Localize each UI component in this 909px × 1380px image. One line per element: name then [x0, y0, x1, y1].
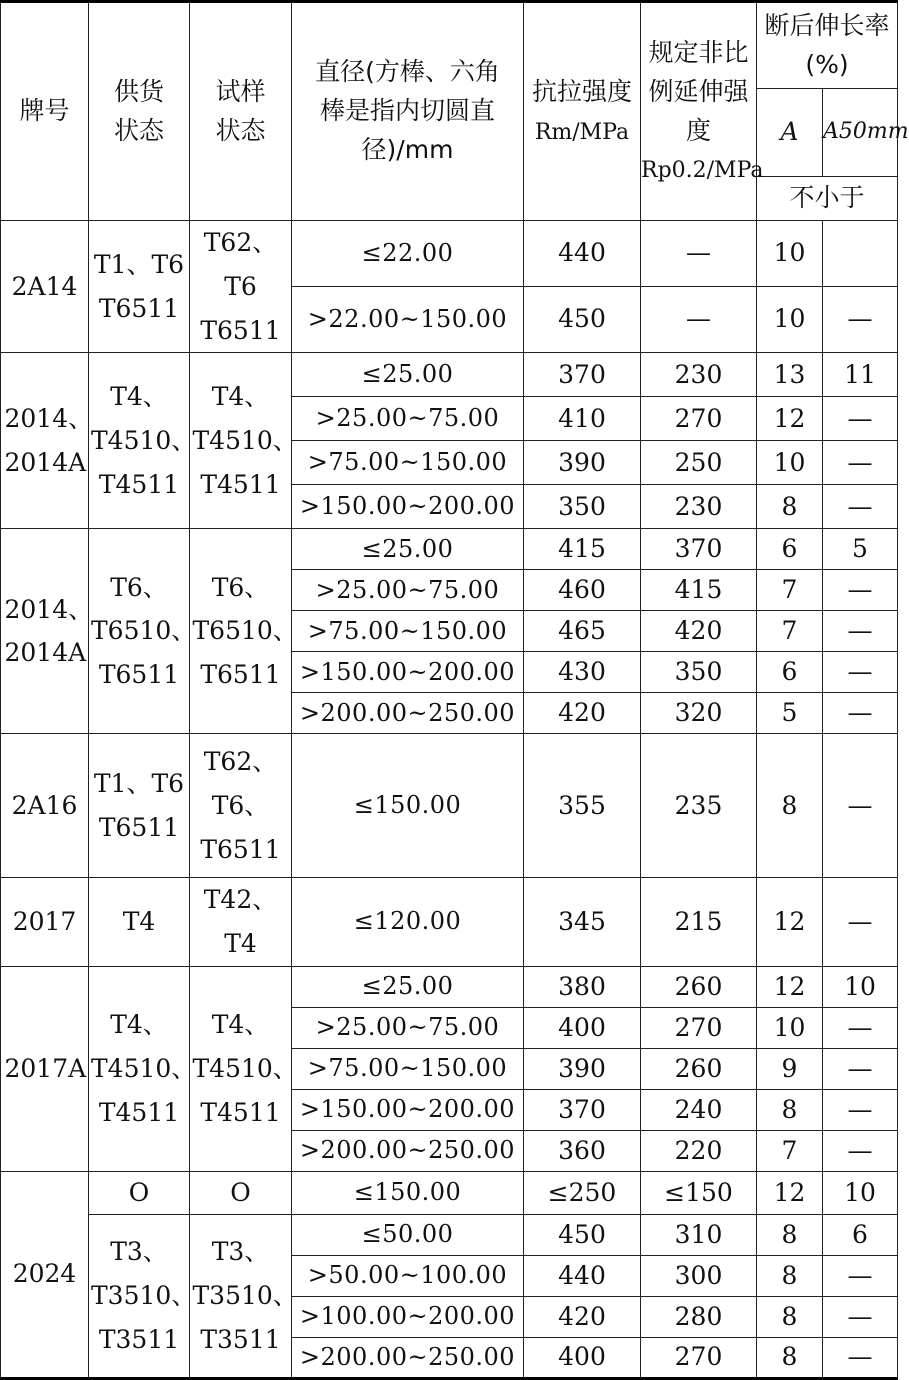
- elong-a-cell: 8: [757, 1296, 823, 1337]
- diameter-cell: ≤150.00: [292, 1171, 524, 1214]
- rp-cell: 240: [641, 1089, 757, 1130]
- header-not-less-than: 不小于: [757, 177, 898, 221]
- elong-a50-cell: [823, 221, 898, 287]
- elong-a50-cell: —: [823, 287, 898, 353]
- rm-cell: 400: [524, 1337, 641, 1378]
- elong-a-cell: 8: [757, 1089, 823, 1130]
- rp-cell: 220: [641, 1130, 757, 1171]
- header-supply-state-text: 供货状态: [113, 76, 164, 145]
- rm-cell: 460: [524, 570, 641, 611]
- rp-cell: —: [641, 287, 757, 353]
- elong-a50-cell: —: [823, 1296, 898, 1337]
- elong-a50-cell: —: [823, 1048, 898, 1089]
- diameter-cell: ≤120.00: [292, 878, 524, 967]
- sample-state-cell-text: T42、T4: [203, 885, 278, 958]
- elong-a-cell: 6: [757, 652, 823, 693]
- diameter-cell: >25.00~75.00: [292, 1007, 524, 1048]
- grade-cell-text: 2A14: [11, 271, 78, 301]
- diameter-cell: >150.00~200.00: [292, 485, 524, 529]
- sample-state-cell-text: T4、T4510、T4511: [192, 382, 298, 499]
- elong-a50-cell: —: [823, 397, 898, 441]
- elong-a-cell: 12: [757, 397, 823, 441]
- header-tensile-strength: [524, 2, 641, 221]
- elong-a50-cell: 11: [823, 353, 898, 397]
- rm-cell: 380: [524, 966, 641, 1007]
- sample-state-cell: [190, 221, 292, 353]
- elong-a-cell: 12: [757, 966, 823, 1007]
- supply-state-cell: [89, 734, 190, 878]
- elong-a-cell: 8: [757, 485, 823, 529]
- elong-a50-cell: —: [823, 570, 898, 611]
- header-row-1: [1, 2, 898, 89]
- header-diameter-text: 直径(方棒、六角棒是指内切圆直径)/mm: [315, 57, 500, 164]
- rp-cell: 300: [641, 1255, 757, 1296]
- elong-a-cell: 10: [757, 287, 823, 353]
- elong-a50-cell: —: [823, 1089, 898, 1130]
- elong-a-cell: 8: [757, 1214, 823, 1255]
- header-elong-a50: A50mm: [823, 89, 898, 177]
- rm-cell: 465: [524, 611, 641, 652]
- rp-cell: 415: [641, 570, 757, 611]
- table-body: [1, 221, 898, 1379]
- elong-a-cell: 5: [757, 693, 823, 734]
- rm-cell: 355: [524, 734, 641, 878]
- rp-cell: 270: [641, 397, 757, 441]
- grade-cell-text: 2014、2014A: [4, 594, 94, 668]
- supply-state-cell-text: T4、T4510、T4511: [91, 1010, 197, 1127]
- rp-cell: 270: [641, 1337, 757, 1378]
- supply-state-cell: [89, 221, 190, 353]
- header-tensile-label: 抗拉强度: [531, 76, 632, 106]
- rp-cell: 310: [641, 1214, 757, 1255]
- supply-state-cell-text: T3、T3510、T3511: [91, 1237, 197, 1354]
- supply-state-cell: [89, 529, 197, 734]
- grade-cell: [1, 529, 94, 734]
- grade-cell-text: 2017: [12, 907, 77, 937]
- elong-a-cell: 12: [757, 1171, 823, 1214]
- rp-cell: 320: [641, 693, 757, 734]
- diameter-cell: ≤22.00: [292, 221, 524, 287]
- grade-cell: [1, 966, 89, 1171]
- elong-a-cell: 10: [757, 1007, 823, 1048]
- rm-cell: 420: [524, 1296, 641, 1337]
- elong-a50-cell: —: [823, 734, 898, 878]
- grade-cell-text: 2014、2014A: [4, 404, 94, 477]
- rp-cell: 370: [641, 529, 757, 570]
- supply-state-cell: [89, 1214, 197, 1378]
- sample-state-cell-text: T4、T4510、T4511: [192, 1010, 298, 1127]
- sample-state-cell-text: T3、T3510、T3511: [192, 1237, 298, 1354]
- rp-cell: 260: [641, 966, 757, 1007]
- diameter-cell: >150.00~200.00: [292, 652, 524, 693]
- supply-state-cell-text: T1、T6 T6511: [93, 249, 185, 323]
- grade-cell-text: 2A16: [11, 790, 78, 820]
- rm-cell: 440: [524, 1255, 641, 1296]
- rm-cell: 350: [524, 485, 641, 529]
- elong-a-cell: 7: [757, 570, 823, 611]
- rm-cell: 420: [524, 693, 641, 734]
- sample-state-cell: [190, 529, 298, 734]
- table-row: [1, 353, 898, 397]
- rp-cell: 235: [641, 734, 757, 878]
- rp-cell: 280: [641, 1296, 757, 1337]
- table-row: [1, 734, 898, 878]
- sample-state-cell: [190, 1214, 298, 1378]
- elong-a50-cell: —: [823, 1337, 898, 1378]
- elong-a-cell: 10: [757, 221, 823, 287]
- elong-a50-cell: 5: [823, 529, 898, 570]
- supply-state-cell-text: T4、T4510、T4511: [91, 382, 197, 499]
- diameter-cell: ≤25.00: [292, 966, 524, 1007]
- supply-state-cell-text: T4: [122, 907, 156, 937]
- elong-a50-cell: —: [823, 652, 898, 693]
- sample-state-cell-text: T62、T6、T6511: [200, 747, 281, 864]
- header-elongation: [757, 2, 898, 89]
- diameter-cell: >200.00~250.00: [292, 1130, 524, 1171]
- rm-cell: 450: [524, 287, 641, 353]
- table-row: [1, 529, 898, 570]
- supply-state-cell: [89, 966, 197, 1171]
- rp-cell: 270: [641, 1007, 757, 1048]
- diameter-cell: >200.00~250.00: [292, 1337, 524, 1378]
- grade-cell: [1, 878, 89, 967]
- table-row: [1, 966, 898, 1007]
- sample-state-cell-text: T6、T6510、T6511: [192, 572, 298, 690]
- rp-cell: —: [641, 221, 757, 287]
- rp-cell: ≤150: [641, 1171, 757, 1214]
- supply-state-cell: [89, 353, 197, 529]
- rm-cell: 410: [524, 397, 641, 441]
- sample-state-cell: [190, 353, 298, 529]
- elong-a50-cell: —: [823, 611, 898, 652]
- supply-state-cell-text: T1、T6 T6511: [93, 769, 185, 842]
- supply-state-cell-text: T6、T6510、T6511: [91, 572, 197, 690]
- rm-cell: 345: [524, 878, 641, 967]
- diameter-cell: ≤25.00: [292, 529, 524, 570]
- header-supply-state: [89, 2, 190, 221]
- elong-a50-cell: 6: [823, 1214, 898, 1255]
- header-sample-state-text: 试样状态: [215, 76, 266, 145]
- diameter-cell: >25.00~75.00: [292, 397, 524, 441]
- diameter-cell: >25.00~75.00: [292, 570, 524, 611]
- elong-a-cell: 8: [757, 1337, 823, 1378]
- grade-cell-text: 2017A: [4, 1053, 87, 1083]
- rm-cell: 370: [524, 353, 641, 397]
- grade-cell: [1, 353, 94, 529]
- elong-a50-cell: —: [823, 878, 898, 967]
- header-proof-symbol: Rp0.2/MPa: [641, 158, 764, 184]
- elong-a-cell: 6: [757, 529, 823, 570]
- header-sample-state: [190, 2, 292, 221]
- elong-a50-cell: —: [823, 1255, 898, 1296]
- elong-a-cell: 7: [757, 1130, 823, 1171]
- header-elong-a: A: [757, 89, 823, 177]
- header-elongation-text: 断后伸长率(%): [764, 10, 890, 79]
- elong-a-cell: 12: [757, 878, 823, 967]
- rp-cell: 260: [641, 1048, 757, 1089]
- diameter-cell: ≤25.00: [292, 353, 524, 397]
- rp-cell: 215: [641, 878, 757, 967]
- elong-a-cell: 8: [757, 1255, 823, 1296]
- table-row: [1, 221, 898, 287]
- table-row: [1, 1214, 898, 1255]
- diameter-cell: ≤150.00: [292, 734, 524, 878]
- diameter-cell: >75.00~150.00: [292, 441, 524, 485]
- grade-cell: 2024: [1, 1171, 89, 1378]
- rp-cell: 350: [641, 652, 757, 693]
- header-tensile-symbol: Rm/MPa: [534, 119, 630, 145]
- elong-a-cell: 8: [757, 734, 823, 878]
- header-proof-label: 规定非比例延伸强度: [648, 38, 749, 145]
- rp-cell: 230: [641, 485, 757, 529]
- sample-state-cell: O: [190, 1171, 292, 1214]
- rm-cell: 440: [524, 221, 641, 287]
- rp-cell: 420: [641, 611, 757, 652]
- diameter-cell: >22.00~150.00: [292, 287, 524, 353]
- diameter-cell: >200.00~250.00: [292, 693, 524, 734]
- elong-a50-cell: —: [823, 693, 898, 734]
- rp-cell: 230: [641, 353, 757, 397]
- rp-cell: 250: [641, 441, 757, 485]
- elong-a50-cell: —: [823, 1007, 898, 1048]
- rm-cell: 370: [524, 1089, 641, 1130]
- diameter-cell: >150.00~200.00: [292, 1089, 524, 1130]
- elong-a-cell: 10: [757, 441, 823, 485]
- rm-cell: 390: [524, 1048, 641, 1089]
- supply-state-cell: [89, 878, 190, 967]
- rm-cell: 400: [524, 1007, 641, 1048]
- elong-a50-cell: 10: [823, 1171, 898, 1214]
- diameter-cell: >75.00~150.00: [292, 611, 524, 652]
- grade-cell: [1, 734, 89, 878]
- diameter-cell: >100.00~200.00: [292, 1296, 524, 1337]
- diameter-cell: ≤50.00: [292, 1214, 524, 1255]
- header-proof-strength: [641, 2, 764, 221]
- header-grade: 牌号: [1, 2, 89, 221]
- elong-a-cell: 13: [757, 353, 823, 397]
- elong-a50-cell: —: [823, 485, 898, 529]
- rm-cell: 450: [524, 1214, 641, 1255]
- diameter-cell: >75.00~150.00: [292, 1048, 524, 1089]
- sample-state-cell: [190, 878, 292, 967]
- elong-a-cell: 9: [757, 1048, 823, 1089]
- sample-state-cell: [190, 734, 292, 878]
- table-row: [1, 1171, 898, 1214]
- elong-a50-cell: —: [823, 1130, 898, 1171]
- grade-cell: [1, 221, 89, 353]
- rm-cell: 430: [524, 652, 641, 693]
- header-diameter: [292, 2, 524, 221]
- diameter-cell: >50.00~100.00: [292, 1255, 524, 1296]
- elong-a50-cell: 10: [823, 966, 898, 1007]
- rm-cell: 360: [524, 1130, 641, 1171]
- sample-state-cell: [190, 966, 298, 1171]
- elong-a50-cell: —: [823, 441, 898, 485]
- rm-cell: ≤250: [524, 1171, 641, 1214]
- table-row: [1, 878, 898, 967]
- rm-cell: 415: [524, 529, 641, 570]
- supply-state-cell: O: [89, 1171, 190, 1214]
- sample-state-cell-text: T62、T6 T6511: [200, 228, 281, 345]
- elong-a-cell: 7: [757, 611, 823, 652]
- rm-cell: 390: [524, 441, 641, 485]
